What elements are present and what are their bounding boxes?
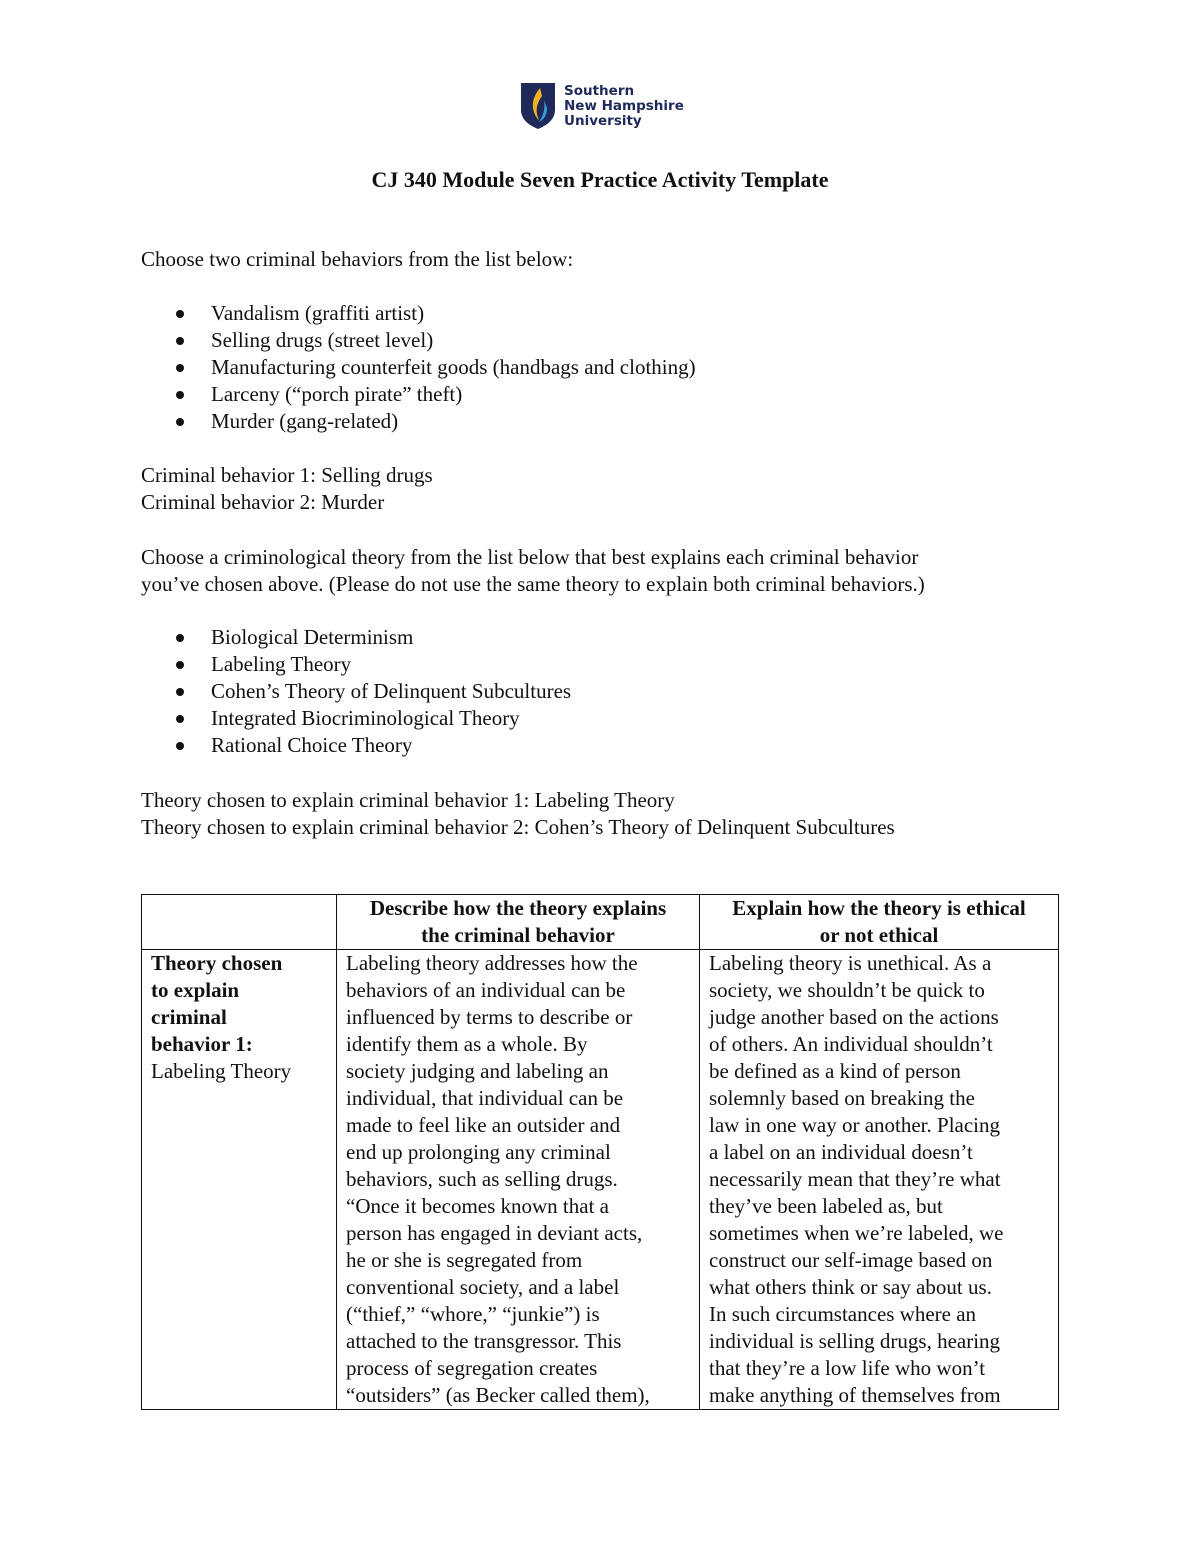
text-line: make anything of themselves from xyxy=(709,1383,1001,1407)
header-line: or not ethical xyxy=(819,923,939,947)
text-line: of others. An individual shouldn’t xyxy=(709,1032,993,1056)
university-logo xyxy=(520,82,684,130)
text-line: he or she is segregated from xyxy=(346,1248,583,1272)
text-line: individual, that individual can be xyxy=(346,1086,624,1110)
text-line: individual is selling drugs, hearing xyxy=(709,1329,1001,1353)
row-label-value: Labeling Theory xyxy=(151,1059,292,1083)
text-line: made to feel like an outsider and xyxy=(346,1113,621,1137)
text-line: “outsiders” (as Becker called them), xyxy=(346,1383,650,1407)
theory-table xyxy=(141,894,1059,1410)
list-item: Murder (gang-related) xyxy=(141,408,696,435)
chosen-behaviors xyxy=(141,462,433,516)
list-item: Selling drugs (street level) xyxy=(141,327,696,354)
text-line: society judging and labeling an xyxy=(346,1059,609,1083)
chosen-theory-2: Theory chosen to explain criminal behavior 2: Cohen’s Theory of Delinquent Subcultures xyxy=(141,815,895,839)
text-line: influenced by terms to describe or xyxy=(346,1005,633,1029)
theory-list xyxy=(141,624,571,759)
text-line: you’ve chosen above. (Please do not use the same theory to explain both criminal behaviors.) xyxy=(141,572,925,596)
ethical-cell xyxy=(700,950,1059,1410)
text-line: behavior 1: xyxy=(151,1032,253,1056)
row-label-cell xyxy=(142,950,337,1410)
chosen-theories xyxy=(141,787,895,841)
text-line: society, we shouldn’t be quick to xyxy=(709,978,985,1002)
document-title: CJ 340 Module Seven Practice Activity Template xyxy=(371,167,829,192)
text-line: be defined as a kind of person xyxy=(709,1059,961,1083)
table-header-row xyxy=(142,895,1059,950)
text-line: end up prolonging any criminal xyxy=(346,1140,611,1164)
text-line: conventional society, and a label xyxy=(346,1275,620,1299)
shield-flame-icon xyxy=(520,82,556,130)
intro-behaviors: Choose two criminal behaviors from the list below: xyxy=(141,247,574,271)
list-item: Rational Choice Theory xyxy=(141,732,571,759)
chosen-behavior-2: Criminal behavior 2: Murder xyxy=(141,490,385,514)
header-empty-cell xyxy=(142,895,337,950)
text-line: a label on an individual doesn’t xyxy=(709,1140,973,1164)
list-item: Biological Determinism xyxy=(141,624,571,651)
list-item: Larceny (“porch pirate” theft) xyxy=(141,381,696,408)
header-line: Explain how the theory is ethical xyxy=(732,896,1026,920)
describe-cell xyxy=(337,950,700,1410)
text-line: what others think or say about us. xyxy=(709,1275,992,1299)
text-line: to explain xyxy=(151,978,240,1002)
text-line: they’ve been labeled as, but xyxy=(709,1194,943,1218)
text-line: sometimes when we’re labeled, we xyxy=(709,1221,1004,1245)
text-line: that they’re a low life who won’t xyxy=(709,1356,986,1380)
text-line: Choose a criminological theory from the list below that best explains each criminal behavior xyxy=(141,545,919,569)
list-item: Manufacturing counterfeit goods (handbags and clothing) xyxy=(141,354,696,381)
header-describe xyxy=(337,895,700,950)
text-line: process of segregation creates xyxy=(346,1356,598,1380)
list-item: Cohen’s Theory of Delinquent Subcultures xyxy=(141,678,571,705)
text-line: behaviors of an individual can be xyxy=(346,978,626,1002)
logo-line: University xyxy=(564,112,642,129)
list-item: Integrated Biocriminological Theory xyxy=(141,705,571,732)
text-line: Labeling theory is unethical. As a xyxy=(709,951,992,975)
intro-theories xyxy=(141,544,925,598)
list-item: Labeling Theory xyxy=(141,651,571,678)
logo-line: New Hampshire xyxy=(564,97,684,114)
logo-line: Southern xyxy=(564,82,635,99)
header-ethical xyxy=(700,895,1059,950)
text-line: Labeling theory addresses how the xyxy=(346,951,638,975)
text-line: person has engaged in deviant acts, xyxy=(346,1221,643,1245)
behavior-list xyxy=(141,300,696,435)
header-line: Describe how the theory explains xyxy=(369,896,667,920)
table-row xyxy=(142,950,1059,1410)
text-line: “Once it becomes known that a xyxy=(346,1194,609,1218)
list-item: Vandalism (graffiti artist) xyxy=(141,300,696,327)
text-line: judge another based on the actions xyxy=(709,1005,999,1029)
text-line: (“thief,” “whore,” “junkie”) is xyxy=(346,1302,600,1326)
text-line: Theory chosen xyxy=(151,951,283,975)
text-line: solemnly based on breaking the xyxy=(709,1086,975,1110)
text-line: attached to the transgressor. This xyxy=(346,1329,622,1353)
chosen-behavior-1: Criminal behavior 1: Selling drugs xyxy=(141,463,433,487)
chosen-theory-1: Theory chosen to explain criminal behavior 1: Labeling Theory xyxy=(141,788,675,812)
text-line: necessarily mean that they’re what xyxy=(709,1167,1001,1191)
text-line: identify them as a whole. By xyxy=(346,1032,588,1056)
text-line: law in one way or another. Placing xyxy=(709,1113,1001,1137)
text-line: In such circumstances where an xyxy=(709,1302,977,1326)
header-line: the criminal behavior xyxy=(421,923,615,947)
text-line: criminal xyxy=(151,1005,227,1029)
text-line: construct our self-image based on xyxy=(709,1248,993,1272)
text-line: behaviors, such as selling drugs. xyxy=(346,1167,618,1191)
